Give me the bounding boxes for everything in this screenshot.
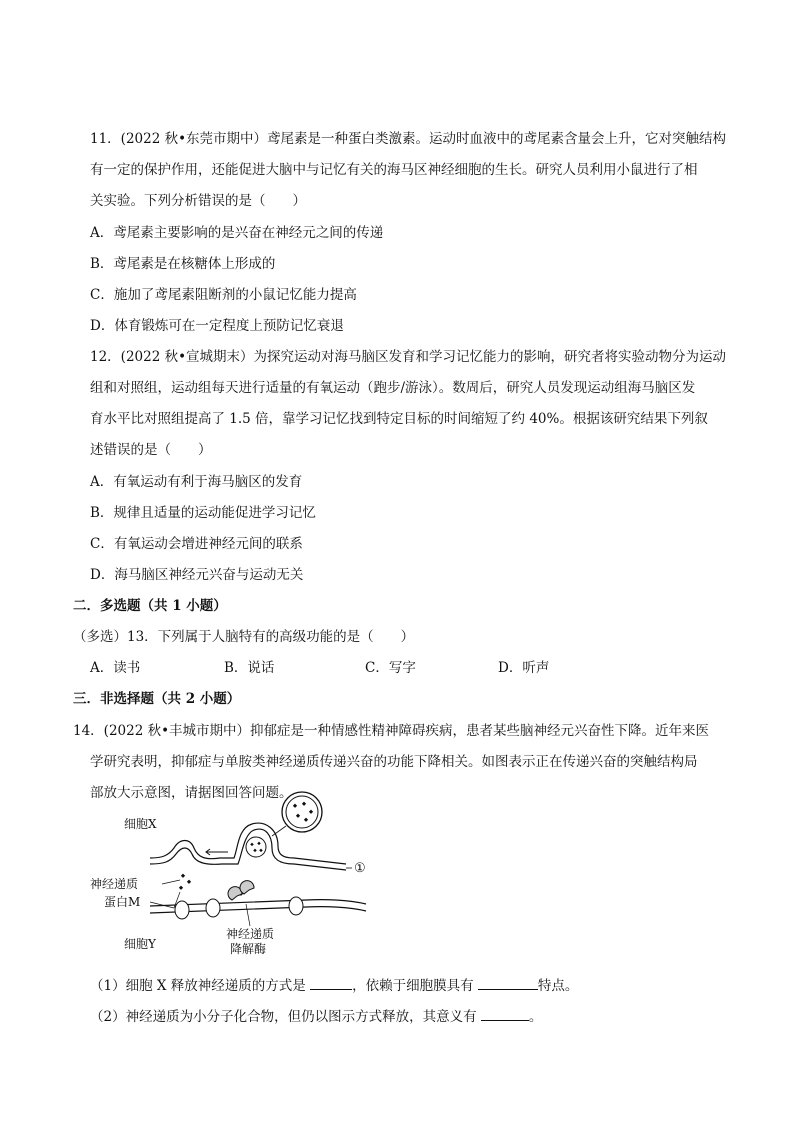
answer-blank-3[interactable] <box>481 1006 529 1021</box>
synaptic-vesicle <box>246 837 266 857</box>
q11-line2: 有一定的保护作用，还能促进大脑中与记忆有关的海马区神经细胞的生长。研究人员利用小鼠进行了相 <box>90 162 698 178</box>
q12-line1: 12．(2022 秋•宣城期末）为探究运动对海马脑区发育和学习记忆能力的影响，研究者将实验动物分为运动 <box>90 349 727 365</box>
q12-line3: 育水平比对照组提高了 1.5 倍，靠学习记忆找到特定目标的时间缩短了约 40%。根据该研究结果下列叙 <box>90 411 708 427</box>
q11-option-a: A．鸢尾素主要影响的是兴奋在神经元之间的传递 <box>90 225 384 241</box>
q11-line3: 关实验。下列分析错误的是（ ） <box>90 193 306 209</box>
label-marker-1: ① <box>354 861 366 876</box>
q14-sub2: （2）神经递质为小分子化合物，但仍以图示方式释放，其意义有 。 <box>90 1006 542 1026</box>
q11-option-c: C．施加了鸢尾素阻断剂的小鼠记忆能力提高 <box>90 287 357 303</box>
label-neurotransmitter: 神经递质 <box>90 877 139 891</box>
q11-line1: 11．(2022 秋•东莞市期中）鸢尾素是一种蛋白类激素。运动时血液中的鸢尾素含量会上升，它对突触结构 <box>90 131 727 147</box>
vesicle-zoom <box>282 792 322 832</box>
q13-option-a: A．读书 <box>90 660 141 676</box>
q12-option-a: A．有氧运动有利于海马脑区的发育 <box>90 474 303 490</box>
q14-line3: 部放大示意图，请据图回答问题。 <box>90 785 293 801</box>
q14-sub1: （1）细胞 X 释放神经递质的方式是 ，依赖于细胞膜具有 特点。 <box>90 975 578 995</box>
label-cell-y: 细胞Y <box>124 937 156 951</box>
label-enzyme-line1: 神经递质 <box>226 927 275 941</box>
label-enzyme-line2: 降解酶 <box>230 942 267 956</box>
answer-blank-1[interactable] <box>310 975 352 990</box>
q13-option-c: C．写字 <box>365 660 416 676</box>
q12-option-c: C．有氧运动会增进神经元间的联系 <box>90 536 303 552</box>
degrading-enzyme <box>228 881 254 900</box>
section-2-heading: 二．多选题（共 1 小题） <box>73 598 227 614</box>
presynaptic-membrane <box>150 823 346 870</box>
q13-option-b: B．说话 <box>224 660 275 676</box>
q13-stem: （多选）13．下列属于人脑特有的高级功能的是（ ） <box>73 629 415 645</box>
label-cell-x: 细胞X <box>124 817 157 831</box>
q14-line1: 14．(2022 秋•丰城市期中）抑郁症是一种情感性精神障碍疾病，患者某些脑神经元兴奋性下降。近年来医 <box>73 723 710 739</box>
q12-line2: 组和对照组，运动组每天进行适量的有氧运动（跑步/游泳）。数周后，研究人员发现运动组海马脑区发 <box>90 380 696 396</box>
synapse-diagram <box>90 788 390 963</box>
answer-blank-2[interactable] <box>478 975 538 990</box>
q14-line2: 学研究表明，抑郁症与单胺类神经递质传递兴奋的功能下降相关。如图表示正在传递兴奋的突触结构局 <box>90 754 698 770</box>
direction-arrow <box>206 849 228 855</box>
q11-option-b: B．鸢尾素是在核糖体上形成的 <box>90 256 276 272</box>
label-protein-m: 蛋白M <box>104 895 141 909</box>
q12-option-b: B．规律且适量的运动能促进学习记忆 <box>90 505 316 521</box>
q11-option-d: D．体育锻炼可在一定程度上预防记忆衰退 <box>90 318 344 334</box>
q12-line4: 述错误的是（ ） <box>90 442 212 458</box>
q12-option-d: D．海马脑区神经元兴奋与运动无关 <box>90 567 304 583</box>
vesicle-contents <box>250 842 263 853</box>
section-3-heading: 三．非选择题（共 2 小题） <box>73 691 241 707</box>
q13-option-d: D．听声 <box>498 660 550 676</box>
